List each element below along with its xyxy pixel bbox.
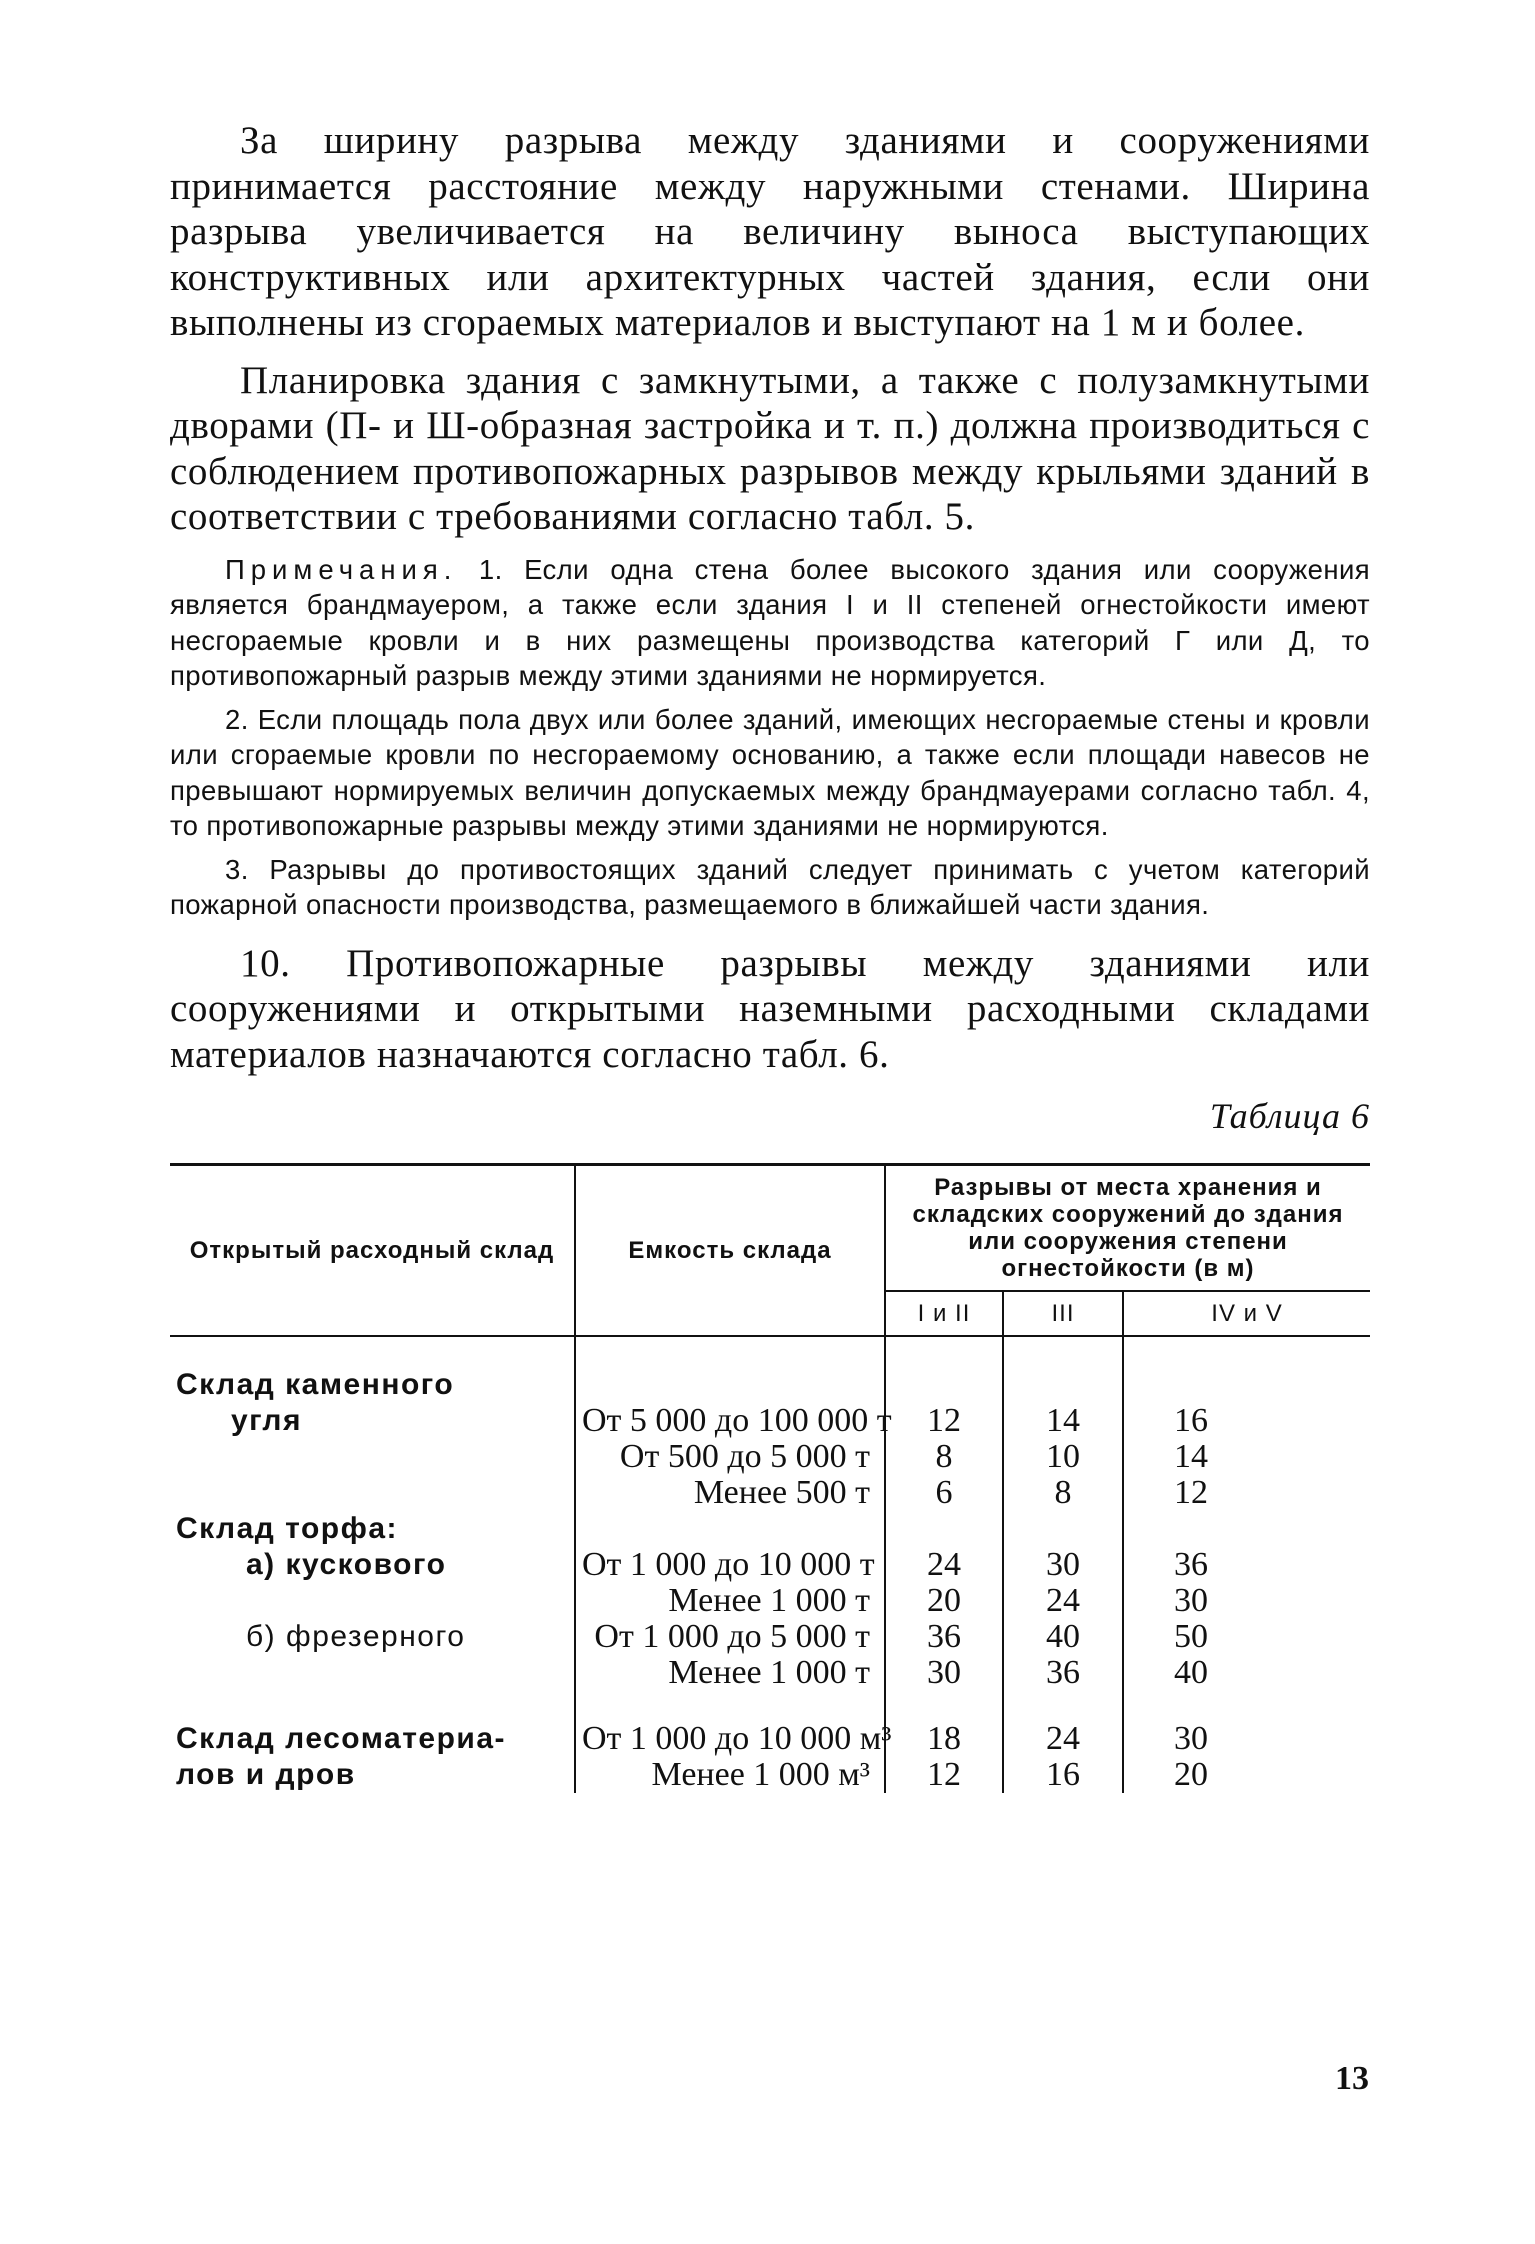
value: 24 <box>1046 1720 1080 1757</box>
value <box>892 1367 996 1403</box>
value <box>1174 1511 1364 1547</box>
note-3: 3. Разрывы до противостоящих зданий следует принимать с учетом категорий пожарной опасности производства, размещаемого в ближайшей части здания. <box>170 853 1370 920</box>
value: 24 <box>1046 1582 1080 1619</box>
capacity-cell <box>575 1720 892 1793</box>
value: 20 <box>927 1582 961 1619</box>
value-cell-1-2 <box>885 1367 1003 1511</box>
value: 16 <box>1174 1402 1208 1439</box>
table-row-peat <box>170 1511 1370 1691</box>
value: 30 <box>1174 1582 1208 1619</box>
storage-name-line <box>176 1583 568 1619</box>
value: 30 <box>927 1654 961 1691</box>
header-capacity: Емкость склада <box>575 1165 885 1337</box>
value: 18 <box>927 1720 961 1757</box>
capacity-line: Менее 1 000 м³ <box>651 1756 870 1793</box>
value: 12 <box>1174 1474 1208 1511</box>
storage-name-line <box>176 1655 568 1691</box>
value: 14 <box>1174 1438 1208 1475</box>
value-cell-4-5 <box>1123 1511 1370 1691</box>
header-distances: Разрывы от места хранения и складских сооружений до здания или сооружения степени огнестойкости (в м) <box>885 1165 1370 1292</box>
value: 12 <box>927 1756 961 1793</box>
value: 8 <box>935 1438 953 1475</box>
storage-name-line: б) фрезерного <box>246 1620 466 1653</box>
capacity-line: От 1 000 до 5 000 т <box>594 1618 870 1655</box>
header-degree-1-2: I и II <box>885 1291 1003 1336</box>
storage-name-line: Склад каменного <box>176 1368 455 1401</box>
capacity-cell <box>575 1511 885 1691</box>
note-1 <box>170 552 1370 694</box>
header-open-storage: Открытый расходный склад <box>170 1165 575 1337</box>
capacity-cell <box>575 1367 892 1511</box>
storage-name-line: лов и дров <box>176 1758 356 1791</box>
value: 6 <box>935 1474 953 1511</box>
value: 10 <box>1046 1438 1080 1475</box>
spacer-row <box>170 1336 1370 1367</box>
storage-name-peat <box>170 1511 575 1691</box>
capacity-line: От 1 000 до 10 000 т <box>582 1546 875 1583</box>
value: 12 <box>927 1402 961 1439</box>
value: 30 <box>1174 1720 1208 1757</box>
storage-name-line: а) кускового <box>246 1548 447 1581</box>
notes-label: Примечания. <box>225 553 458 585</box>
value: 36 <box>927 1618 961 1655</box>
note-2: 2. Если площадь пола двух или более зданий, имеющих несгораемые стены и кровли или сгораемые кровли по несгораемому основанию, а также если площади навесов не превышают нормируемых величин допускаемых между брандмауерами согласно табл. 4, то противопожарные разрывы между этими зданиями не нормируются. <box>170 703 1370 841</box>
storage-name-line: Склад торфа: <box>176 1512 399 1545</box>
value: 40 <box>1046 1618 1080 1655</box>
table-6 <box>170 1163 1370 1793</box>
paragraph-10: 10. Противопожарные разрывы между зданиями или сооружениями и открытыми наземными расходными складами материалов назначаются согласно табл. 6. <box>170 941 1370 1076</box>
value-cell-3 <box>1003 1721 1123 1793</box>
note-1-text: 1. Если одна стена более высокого здания или сооружения является брандмауером, а также если здания I и II степеней огнестойкости имеют несгораемые кровли и в них размещены производства категорий Г или Д, то противопожарный разрыв между этими зданиями не нормируется. <box>170 553 1371 691</box>
capacity-line <box>582 1367 870 1403</box>
value <box>1010 1367 1116 1403</box>
capacity-line: Менее 1 000 т <box>668 1582 870 1619</box>
capacity-line: Менее 1 000 т <box>668 1654 870 1691</box>
capacity-line: От 5 000 до 100 000 т <box>582 1402 892 1439</box>
storage-name-coal <box>170 1367 575 1511</box>
value-cell-4-5 <box>1123 1367 1370 1511</box>
storage-name-line: угля <box>231 1404 302 1437</box>
value: 8 <box>1054 1474 1072 1511</box>
table-row-timber <box>170 1721 1370 1793</box>
value: 40 <box>1174 1654 1208 1691</box>
value-cell-4-5 <box>1123 1721 1370 1793</box>
page-number: 13 <box>1335 2060 1369 2097</box>
header-degree-4-5: IV и V <box>1123 1291 1370 1336</box>
table-caption: Таблица 6 <box>1209 1096 1370 1136</box>
header-degree-3: III <box>1003 1291 1123 1336</box>
value-cell-1-2 <box>885 1511 1003 1691</box>
storage-name-timber <box>170 1721 575 1793</box>
value: 14 <box>1046 1402 1080 1439</box>
value-cell-1-2 <box>885 1721 1003 1793</box>
value: 36 <box>1174 1546 1208 1583</box>
value: 30 <box>1046 1546 1080 1583</box>
storage-name-line <box>176 1439 568 1475</box>
value: 20 <box>1174 1756 1208 1793</box>
value: 24 <box>927 1546 961 1583</box>
capacity-line: Менее 500 т <box>693 1474 870 1511</box>
value-cell-3 <box>1003 1511 1123 1691</box>
paragraph-courtyard-planning: Планировка здания с замкнутыми, а также с полузамкнутыми дворами (П- и Ш-образная застройка и т. п.) должна производиться с соблюдением противопожарных разрывов между крыльями зданий в соответствии с требованиями согласно табл. 5. <box>170 358 1370 538</box>
paragraph-gap-width: За ширину разрыва между зданиями и сооружениями принимается расстояние между наружными стенами. Ширина разрыва увеличивается на величину выноса выступающих конструктивных или архитектурных частей здания, если они выполнены из сгораемых материалов и выступают на 1 м и более. <box>170 119 1370 344</box>
storage-name-line: Склад лесоматериа- <box>176 1722 507 1755</box>
value <box>1174 1367 1364 1403</box>
value <box>1010 1511 1116 1547</box>
value-cell-3 <box>1003 1367 1123 1511</box>
table-row-coal <box>170 1367 1370 1511</box>
value: 36 <box>1046 1654 1080 1691</box>
capacity-line <box>582 1511 870 1547</box>
capacity-line: От 1 000 до 10 000 м³ <box>582 1720 892 1757</box>
page-content <box>170 118 1370 1793</box>
value: 16 <box>1046 1756 1080 1793</box>
value <box>892 1511 996 1547</box>
capacity-line: От 500 до 5 000 т <box>619 1438 870 1475</box>
value: 50 <box>1174 1618 1208 1655</box>
spacer-row <box>170 1691 1370 1721</box>
